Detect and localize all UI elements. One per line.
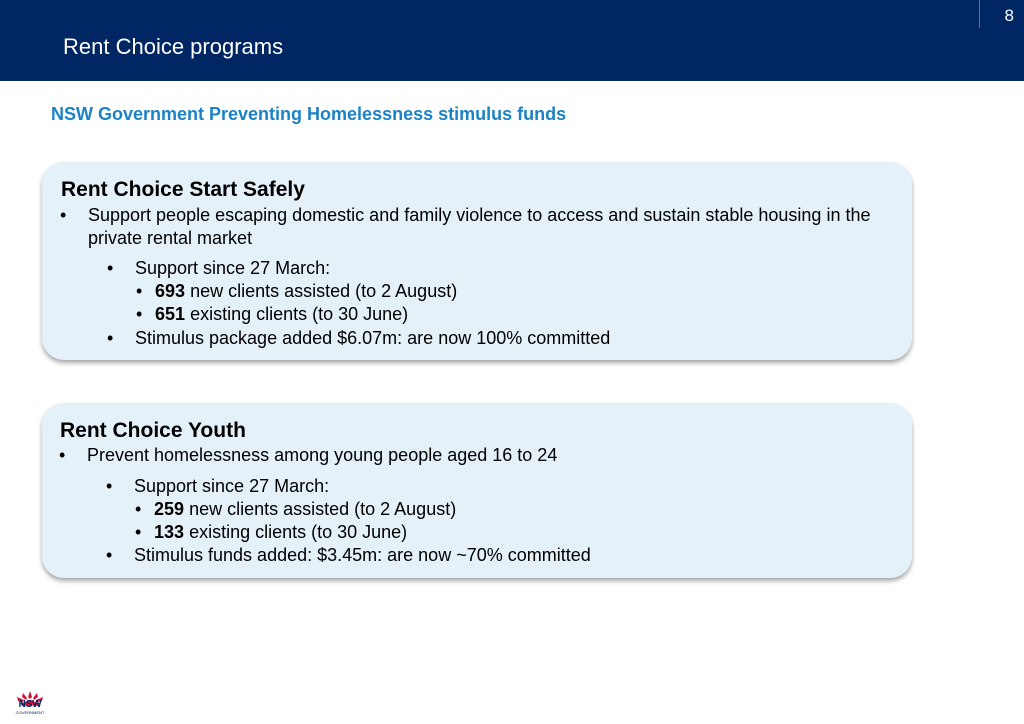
bullet-icon: • (135, 499, 142, 519)
new-clients-count: 693 (155, 281, 186, 301)
bullet-icon: • (106, 545, 113, 565)
existing-clients-text: existing clients (to 30 June) (190, 304, 409, 324)
stimulus-line: Stimulus package added $6.07m: are now 100% committed (135, 328, 611, 348)
stimulus-line: Stimulus funds added: $3.45m: are now ~70% committed (134, 545, 591, 565)
new-clients-count: 259 (154, 499, 185, 519)
bullet-icon: • (135, 522, 142, 542)
bullet-icon: • (107, 328, 114, 348)
card-main-bullet: Prevent homelessness among young people aged 16 to 24 (87, 445, 558, 465)
new-clients-text: new clients assisted (to 2 August) (190, 281, 458, 301)
existing-clients-text: existing clients (to 30 June) (189, 522, 408, 542)
card-title: Rent Choice Youth (60, 419, 246, 442)
support-label: Support since 27 March: (135, 258, 331, 278)
existing-clients-count: 133 (154, 522, 185, 542)
logo-government-text: GOVERNMENT (15, 710, 45, 715)
existing-clients-count: 651 (155, 304, 186, 324)
card-title: Rent Choice Start Safely (61, 178, 305, 201)
support-label: Support since 27 March: (134, 476, 330, 496)
header-bar (0, 0, 1024, 81)
bullet-icon: • (60, 205, 67, 225)
bullet-icon: • (136, 304, 143, 324)
new-clients-text: new clients assisted (to 2 August) (189, 499, 457, 519)
existing-clients-line (155, 303, 408, 326)
card-main-bullet: Support people escaping domestic and family violence to access and sustain stable housing in the private rental market (88, 205, 871, 248)
card-youth (42, 403, 912, 578)
bullet-icon: • (59, 445, 66, 465)
page-number: 8 (1004, 6, 1014, 25)
page-title: Rent Choice programs (63, 34, 284, 59)
card-start-safely (42, 162, 912, 360)
section-subtitle: NSW Government Preventing Homelessness stimulus funds (51, 104, 567, 124)
header-divider (979, 0, 980, 28)
existing-clients-line (154, 521, 407, 544)
bullet-icon: • (106, 476, 113, 496)
bullet-icon: • (136, 281, 143, 301)
new-clients-line (154, 498, 456, 521)
new-clients-line (155, 280, 457, 303)
bullet-icon: • (107, 258, 114, 278)
logo-nsw-text: NSW (18, 699, 42, 710)
